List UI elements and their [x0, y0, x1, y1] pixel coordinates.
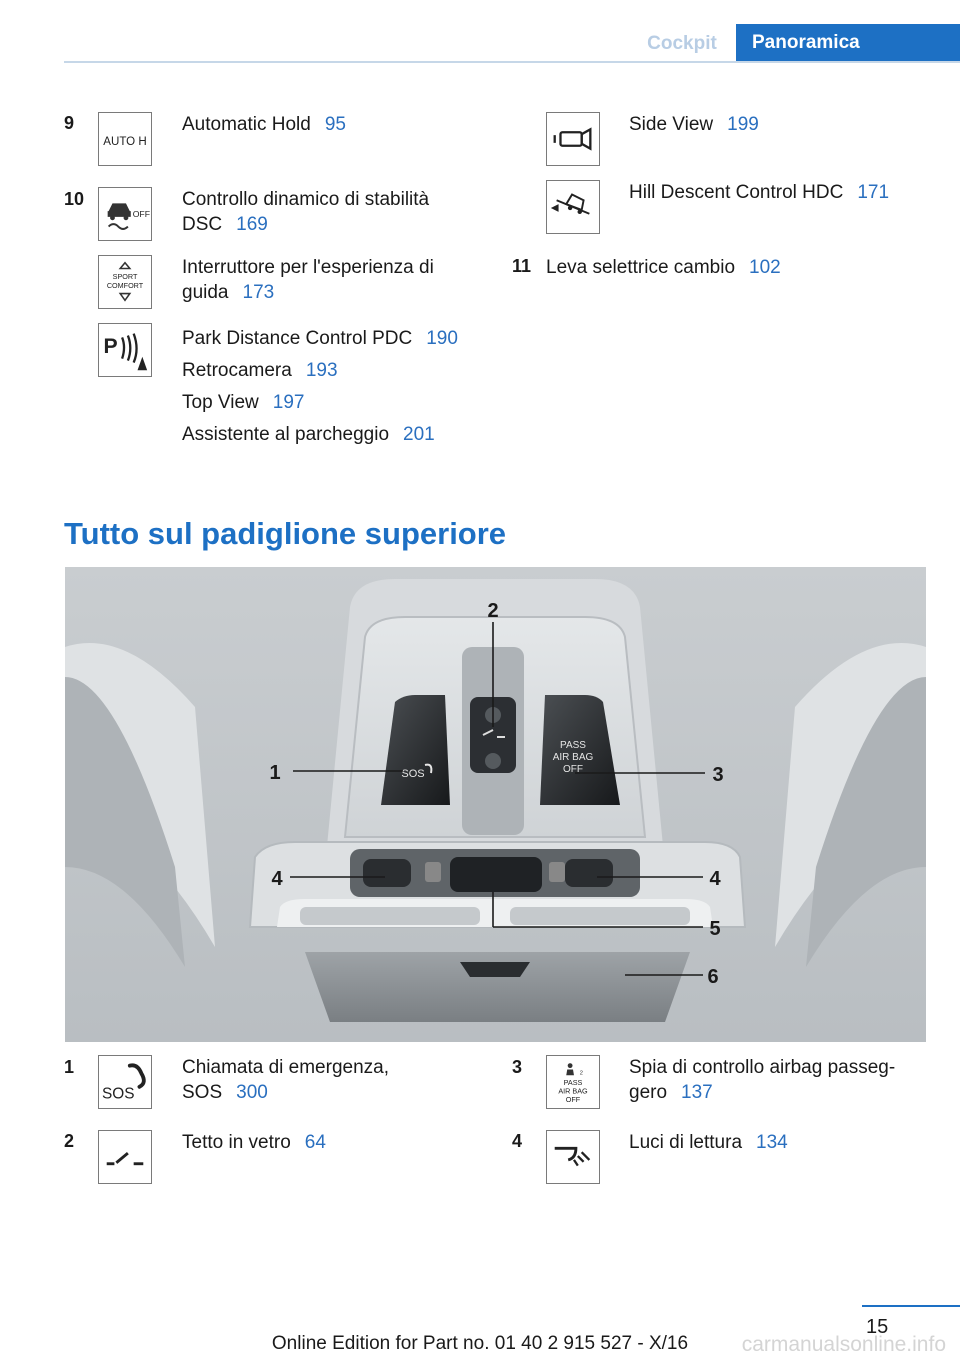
- sport-comfort-icon: [98, 255, 152, 309]
- page-ref[interactable]: 201: [403, 424, 435, 445]
- item-label: Controllo dinamico di stabilità: [182, 189, 430, 210]
- overhead-console-photo: [65, 567, 926, 1042]
- auto-h-icon-label: AUTO H: [103, 135, 147, 148]
- item-number: 3: [512, 1057, 523, 1077]
- item-number: 1: [64, 1057, 75, 1077]
- page-number-rule: [862, 1305, 960, 1307]
- item-label: gero: [629, 1082, 668, 1103]
- svg-text:P: P: [103, 334, 118, 358]
- callout-1: 1: [269, 762, 281, 784]
- airbag-label: AIR BAG: [558, 1086, 588, 1096]
- svg-text:2: 2: [579, 1070, 583, 1077]
- item-label: Luci di lettura: [629, 1132, 743, 1153]
- item-text: [629, 1130, 788, 1155]
- item-text: [182, 255, 434, 305]
- sos-icon-label: SOS: [102, 1085, 135, 1103]
- item-text: [182, 1130, 326, 1155]
- item-text: [182, 187, 429, 237]
- item-text: [629, 112, 759, 137]
- footer-edition: Online Edition for Part no. 01 40 2 915 527 - X/16: [271, 1333, 689, 1354]
- item-label: guida: [182, 282, 229, 303]
- page-ref[interactable]: 300: [236, 1082, 268, 1103]
- photo-off-label: OFF: [563, 764, 583, 775]
- item-text: [182, 112, 346, 137]
- item-text: [629, 180, 889, 205]
- page-ref[interactable]: 193: [305, 360, 338, 381]
- dsc-off-icon: [98, 187, 152, 241]
- item-number: 2: [64, 1131, 75, 1151]
- pdc-icon: [98, 323, 152, 377]
- item-label: Side View: [629, 114, 714, 135]
- photo-airbag-label: AIR BAG: [552, 752, 594, 763]
- page-ref[interactable]: 64: [304, 1132, 326, 1153]
- page-ref[interactable]: 95: [324, 114, 346, 135]
- item-label: SOS: [182, 1082, 223, 1103]
- dsc-off-label: OFF: [132, 208, 151, 219]
- item-label: Top View: [182, 392, 259, 413]
- item-label: Chiamata di emergenza,: [182, 1057, 389, 1078]
- watermark: carmanualsonline.info: [741, 1333, 946, 1356]
- callout-6: 6: [707, 966, 719, 988]
- item-text: [182, 323, 458, 451]
- page-ref[interactable]: 190: [426, 328, 458, 349]
- callout-4-right: 4: [709, 868, 721, 890]
- side-view-camera-icon: [546, 112, 600, 166]
- item-text: [629, 1055, 895, 1105]
- page-ref[interactable]: 134: [756, 1132, 788, 1153]
- sos-icon: [98, 1055, 152, 1109]
- glass-roof-icon: [98, 1130, 152, 1184]
- reading-light-icon: [546, 1130, 600, 1184]
- sport-label: SPORT: [112, 272, 138, 282]
- item-number: 10: [64, 189, 85, 209]
- item-label: Interruttore per l'esperienza di: [182, 257, 434, 278]
- callout-3: 3: [712, 764, 724, 786]
- header-divider: [64, 61, 960, 63]
- item-text: [546, 255, 781, 280]
- page-ref[interactable]: 169: [236, 214, 268, 235]
- item-label: Retrocamera: [182, 360, 292, 381]
- section-title: Tutto sul padiglione superiore: [64, 516, 507, 551]
- page-ref[interactable]: 171: [857, 182, 890, 203]
- item-label: Spia di controllo airbag passeg-: [629, 1057, 896, 1078]
- passenger-airbag-icon: [546, 1055, 600, 1109]
- item-label: Tetto in vetro: [182, 1132, 291, 1153]
- tab-cockpit[interactable]: Cockpit: [647, 33, 717, 54]
- item-label: Leva selettrice cambio: [546, 257, 736, 278]
- item-number: 11: [512, 256, 532, 276]
- off-label: OFF: [565, 1095, 581, 1105]
- callout-5: 5: [709, 918, 721, 940]
- item-label: Park Distance Control PDC: [182, 328, 413, 349]
- item-number: 9: [64, 113, 75, 133]
- photo-sos-label: SOS: [401, 768, 425, 780]
- photo-pass-label: PASS: [560, 740, 586, 751]
- comfort-label: COMFORT: [106, 280, 144, 290]
- page-ref[interactable]: 102: [749, 257, 781, 278]
- pass-label: PASS: [563, 1077, 583, 1087]
- item-label: Assistente al parcheggio: [182, 424, 390, 445]
- auto-h-icon: [98, 112, 152, 166]
- callout-4-left: 4: [271, 868, 283, 890]
- page-ref[interactable]: 173: [242, 282, 275, 303]
- page-ref[interactable]: 199: [727, 114, 759, 135]
- item-label: DSC: [182, 214, 223, 235]
- item-text: [182, 1055, 389, 1105]
- item-number: 4: [512, 1131, 523, 1151]
- page-ref[interactable]: 137: [681, 1082, 713, 1103]
- tab-panoramica[interactable]: Panoramica: [736, 24, 960, 61]
- item-label: Automatic Hold: [182, 114, 311, 135]
- page-number: 15: [866, 1316, 889, 1338]
- callout-2: 2: [487, 600, 499, 622]
- page-ref[interactable]: 197: [272, 392, 305, 413]
- item-label: Hill Descent Control HDC: [629, 182, 844, 203]
- hill-descent-icon: [546, 180, 600, 234]
